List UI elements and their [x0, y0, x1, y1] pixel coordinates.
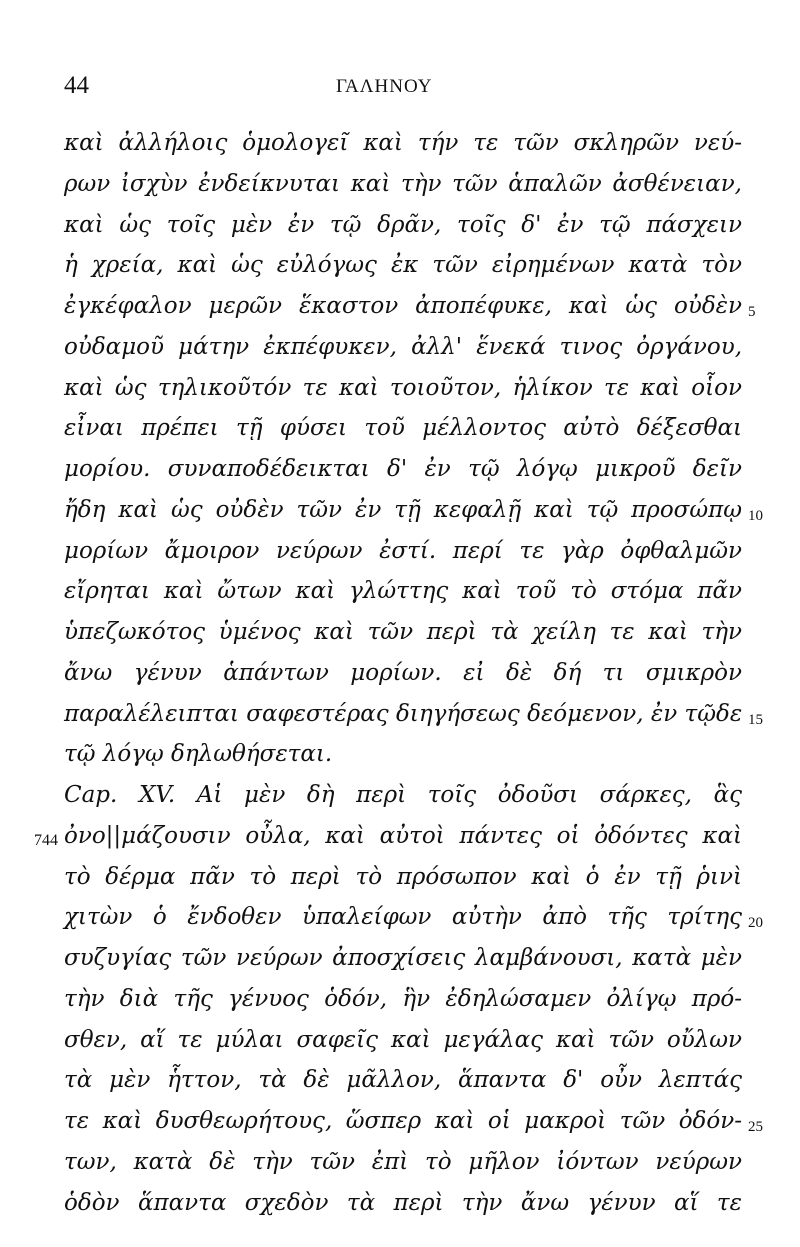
- text-line: τῷ λόγῳ δηλωθήσεται.: [64, 741, 333, 767]
- text-line: ἤδη καὶ ὡς οὐδὲν τῶν ἐν τῇ κεφαλῇ καὶ τῷ προσώπῳ: [64, 497, 742, 523]
- text-line: σθεν, αἵ τε μύλαι σαφεῖς καὶ μεγάλας καὶ τῶν οὔλων: [64, 1027, 742, 1053]
- text-line: εἴρηται καὶ ὤτων καὶ γλώττης καὶ τοῦ τὸ στόμα πᾶν: [64, 578, 742, 604]
- text-line: ρων ἰσχὺν ἐνδείκνυται καὶ τὴν τῶν ἁπαλῶν ἀσθένειαν,: [64, 171, 742, 197]
- text-line: συζυγίας τῶν νεύρων ἀποσχίσεις λαμβάνουσι, κατὰ μὲν: [64, 945, 742, 971]
- page-header: [64, 72, 664, 112]
- line-number: 20: [748, 915, 763, 931]
- page-number: 44: [64, 72, 89, 99]
- line-number: 15: [748, 712, 763, 728]
- text-line: μορίων ἄμοιρον νεύρων ἐστί. περί τε γὰρ ὀφθαλμῶν: [64, 538, 742, 564]
- text-line: παραλέλειπται σαφεστέρας διηγήσεως δεόμενον, ἐν τῷδε: [64, 701, 743, 727]
- text-line: των, κατὰ δὲ τὴν τῶν ἐπὶ τὸ μῆλον ἰόντων νεύρων: [64, 1149, 742, 1175]
- text-line: χιτὼν ὁ ἔνδοθεν ὑπαλείφων αὐτὴν ἀπὸ τῆς τρίτης: [64, 904, 742, 930]
- text-line: ὑπεζωκότος ὑμένος καὶ τῶν περὶ τὰ χείλη τε καὶ τὴν: [64, 619, 742, 645]
- text-line: εἶναι πρέπει τῇ φύσει τοῦ μέλλοντος αὐτὸ δέξεσθαι: [64, 415, 742, 441]
- chapter-start-line: Cap. XV. Αἱ μὲν δὴ περὶ τοῖς ὀδοῦσι σάρκες, ἃς: [64, 782, 742, 808]
- text-line: τε καὶ δυσθεωρήτους, ὥσπερ καὶ οἱ μακροὶ τῶν ὀδόν-: [64, 1108, 742, 1134]
- text-line: καὶ ὡς τηλικοῦτόν τε καὶ τοιοῦτον, ἡλίκον τε καὶ οἷον: [64, 375, 742, 401]
- line-number: 5: [748, 304, 756, 320]
- text-line: τὴν διὰ τῆς γένυος ὁδόν, ἣν ἐδηλώσαμεν ὀλίγῳ πρό-: [64, 986, 742, 1012]
- text-line: οὐδαμοῦ μάτην ἐκπέφυκεν, ἀλλ' ἕνεκά τινος ὀργάνου,: [64, 334, 742, 360]
- margin-reference: 744: [34, 832, 58, 849]
- text-line: μορίου. συναποδέδεικται δ' ἐν τῷ λόγῳ μικροῦ δεῖν: [64, 456, 742, 482]
- text-line: ἄνω γένυν ἁπάντων μορίων. εἰ δὲ δή τι σμικρὸν: [64, 660, 742, 686]
- text-line: καὶ ἀλλήλοις ὁμολογεῖ καὶ τήν τε τῶν σκληρῶν νεύ-: [64, 130, 742, 156]
- line-number: 25: [748, 1119, 763, 1135]
- text-line: τὸ δέρμα πᾶν τὸ περὶ τὸ πρόσωπον καὶ ὁ ἐν τῇ ῥινὶ: [64, 864, 742, 890]
- text-line: τὰ μὲν ἧττον, τὰ δὲ μᾶλλον, ἅπαντα δ' οὖν λεπτάς: [64, 1067, 742, 1093]
- line-number: 10: [748, 508, 763, 524]
- text-line: καὶ ὡς τοῖς μὲν ἐν τῷ δρᾶν, τοῖς δ' ἐν τῷ πάσχειν: [64, 212, 742, 238]
- running-title: ΓΑΛΗΝΟΥ: [336, 76, 433, 97]
- text-line: ὁδὸν ἅπαντα σχεδὸν τὰ περὶ τὴν ἄνω γένυν αἵ τε: [64, 1190, 742, 1216]
- text-line: ὀνο||μάζουσιν οὖλα, καὶ αὐτοὶ πάντες οἱ ὀδόντες καὶ: [64, 823, 742, 849]
- text-line: ἐγκέφαλον μερῶν ἕκαστον ἀποπέφυκε, καὶ ὡς οὐδὲν: [64, 293, 742, 319]
- text-line: ἡ χρεία, καὶ ὡς εὐλόγως ἐκ τῶν εἰρημένων κατὰ τὸν: [64, 252, 742, 278]
